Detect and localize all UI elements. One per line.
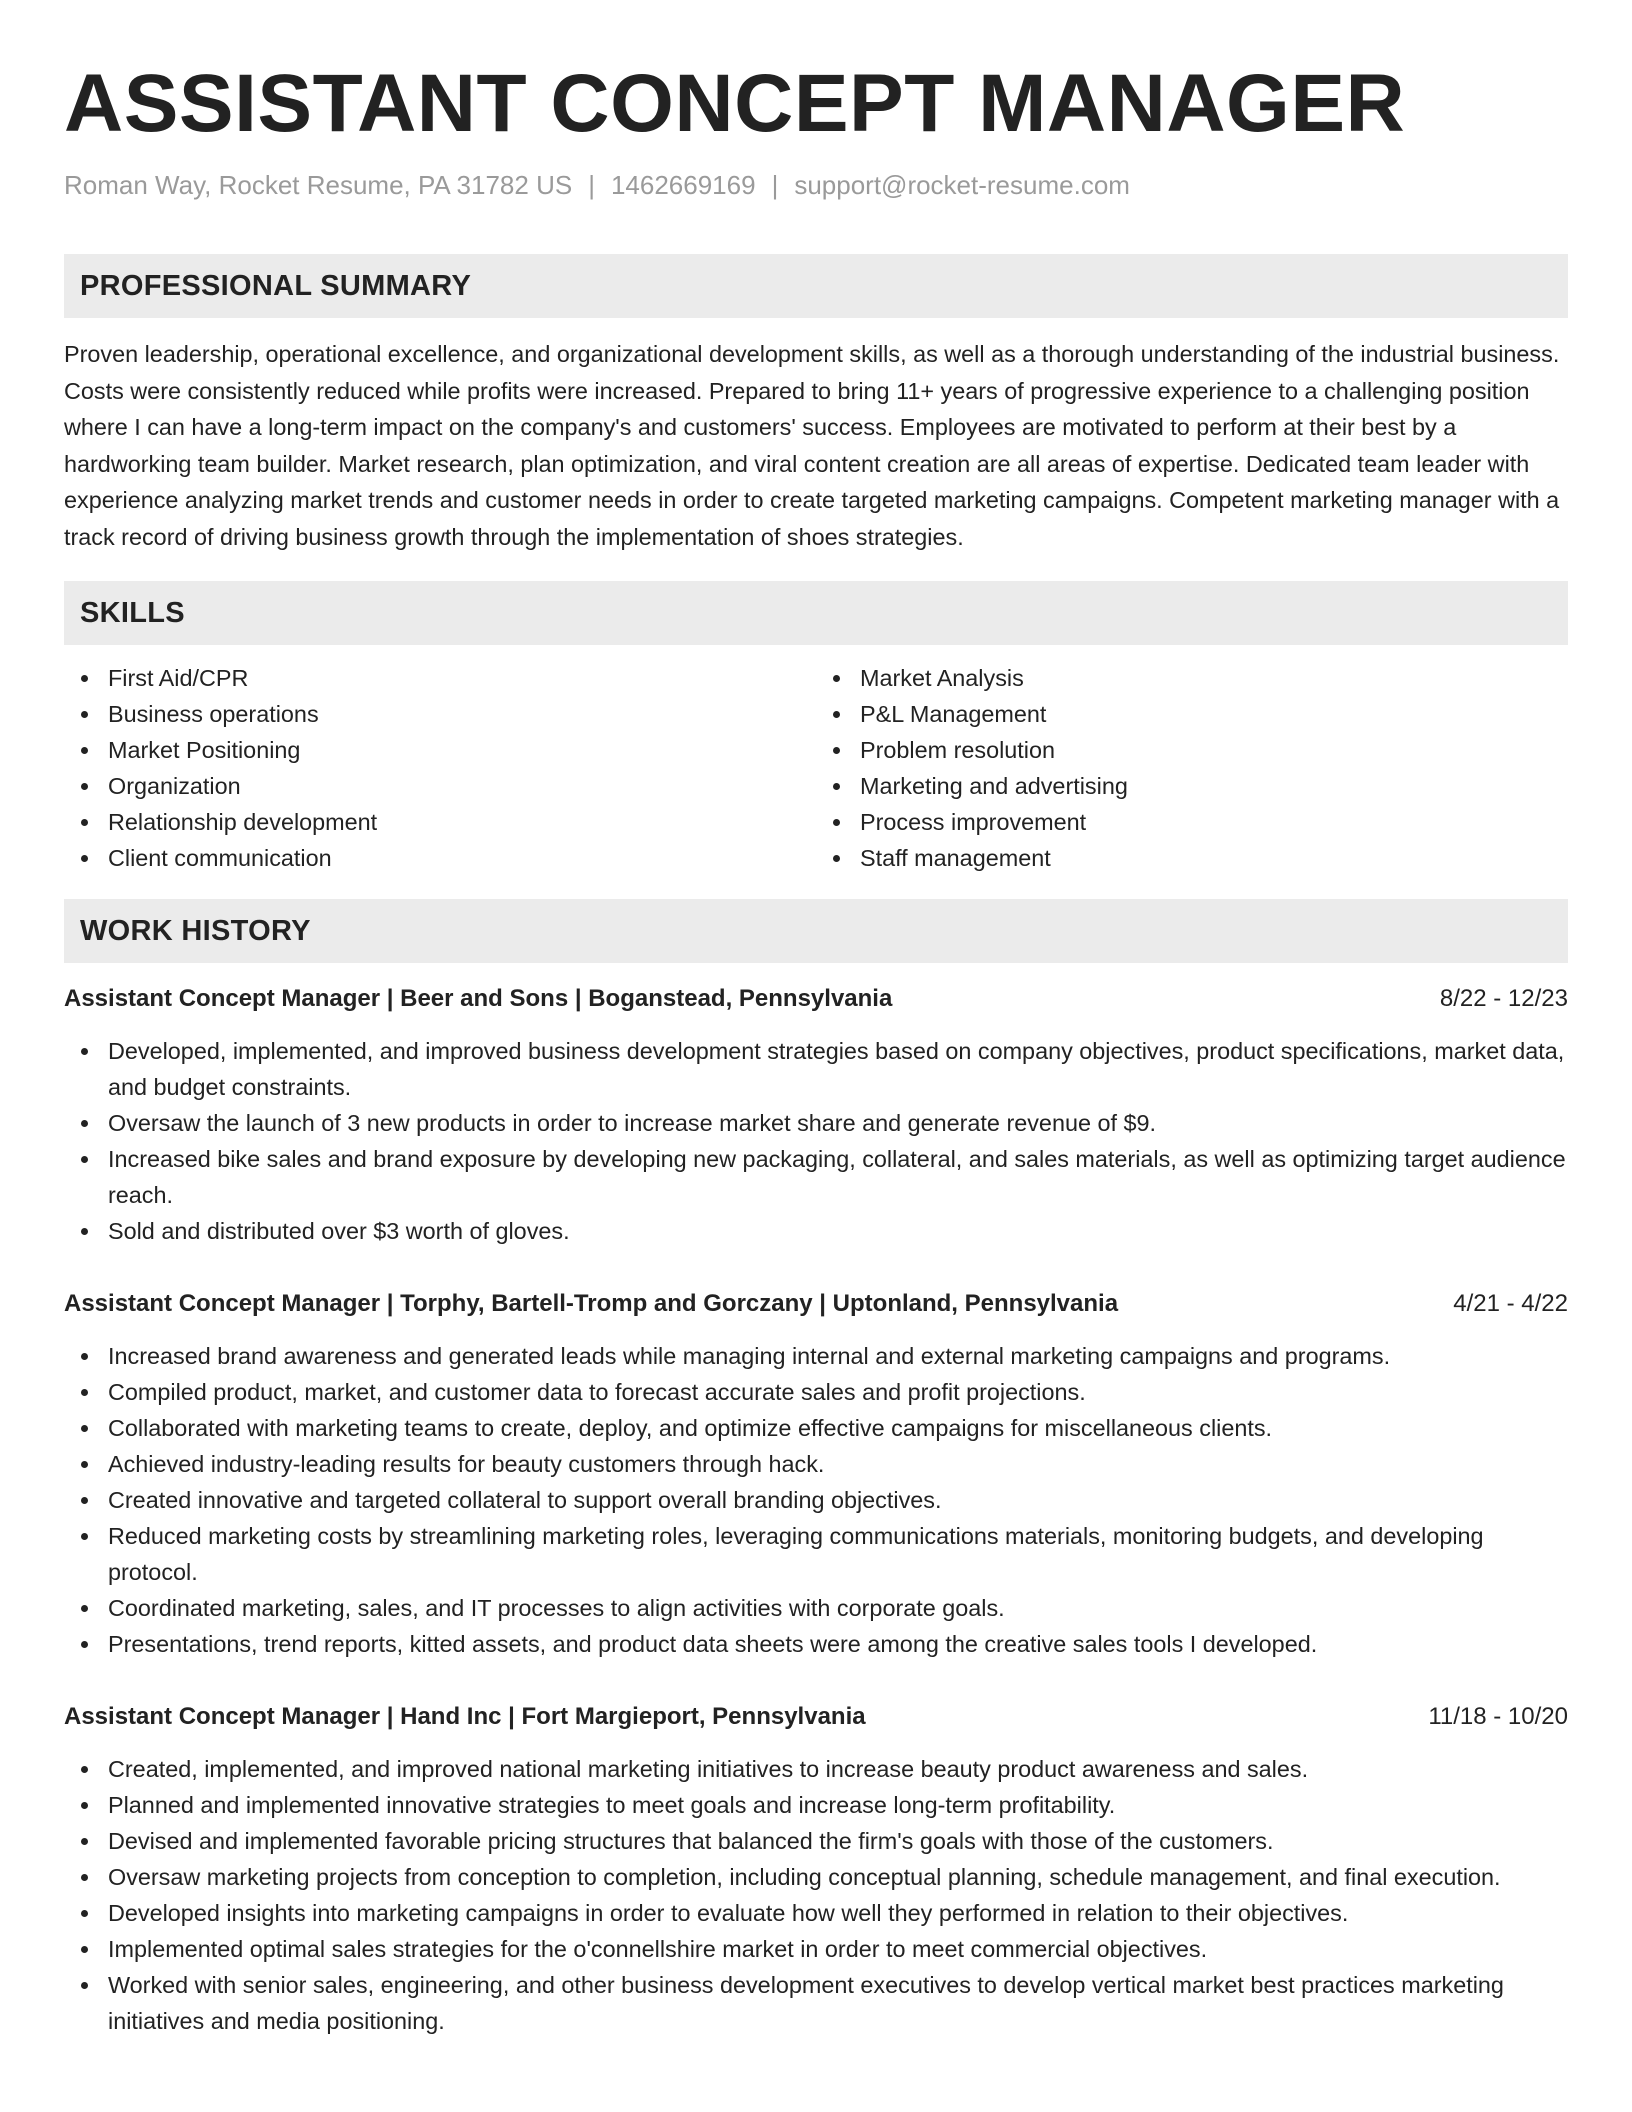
job-bullet: Developed, implemented, and improved business development strategies based on company objectives, product specifications, market data, and budget constraints. [108,1033,1568,1105]
skill-item: Relationship development [108,804,816,840]
job-header [64,981,1568,1017]
resume-page [64,0,1568,2039]
job-bullet: Developed insights into marketing campaigns in order to evaluate how well they performed in relation to their objectives. [108,1895,1568,1931]
job-header [64,1699,1568,1735]
job-bullet: Worked with senior sales, engineering, and other business development executives to develop vertical market best practices marketing initiatives and media positioning. [108,1967,1568,2039]
job-bullets [64,1338,1568,1662]
job-bullets [64,1751,1568,2039]
job-bullet: Increased bike sales and brand exposure by developing new packaging, collateral, and sales materials, as well as optimizing target audience reach. [108,1141,1568,1213]
job-bullet: Presentations, trend reports, kitted assets, and product data sheets were among the creative sales tools I developed. [108,1626,1568,1662]
skill-item: Market Positioning [108,732,816,768]
job-bullet: Coordinated marketing, sales, and IT processes to align activities with corporate goals. [108,1590,1568,1626]
job-bullet: Planned and implemented innovative strategies to meet goals and increase long-term profitability. [108,1787,1568,1823]
skill-item: Business operations [108,696,816,732]
skills-list-right [816,660,1568,876]
job-bullet: Oversaw the launch of 3 new products in order to increase market share and generate revenue of $9. [108,1105,1568,1141]
contact-email: support@rocket-resume.com [794,170,1130,200]
skill-item: Market Analysis [860,660,1568,696]
job-bullet: Increased brand awareness and generated leads while managing internal and external marketing campaigns and programs. [108,1338,1568,1374]
contact-phone: 1462669169 [610,170,756,200]
job-dates: 4/21 - 4/22 [1453,1290,1568,1317]
contact-separator: | [588,170,595,200]
job-bullet: Implemented optimal sales strategies for the o'connellshire market in order to meet commercial objectives. [108,1931,1568,1967]
summary-text: Proven leadership, operational excellence, and organizational development skills, as well as a thorough understanding of the industrial business. Costs were consistently reduced while profits were increased. Prepared to bring 11+ years of progressive experience to a challenging position where I can have a long-term impact on the company's and customers' success. Employees are motivated to perform at their best by a hardworking team builder. Market research, plan optimization, and viral content creation are all areas of expertise. Dedicated team leader with experience analyzing market trends and customer needs in order to create targeted marketing campaigns. Competent marketing manager with a track record of driving business growth through the implementation of shoes strategies. [64,341,1560,550]
job-bullet: Sold and distributed over $3 worth of gloves. [108,1213,1568,1249]
skill-item: Problem resolution [860,732,1568,768]
job-dates: 11/18 - 10/20 [1428,1703,1568,1730]
contact-line [64,168,1568,202]
job-bullet: Devised and implemented favorable pricing structures that balanced the firm's goals with those of the customers. [108,1823,1568,1859]
work-history-heading: WORK HISTORY [64,899,1568,963]
candidate-name: ASSISTANT CONCEPT MANAGER [64,58,1406,149]
job-entry [64,1286,1568,1662]
summary-heading: PROFESSIONAL SUMMARY [64,254,1568,318]
skill-item: Marketing and advertising [860,768,1568,804]
job-entry [64,981,1568,1249]
skill-item: First Aid/CPR [108,660,816,696]
job-bullet: Oversaw marketing projects from conception to completion, including conceptual planning, schedule management, and final execution. [108,1859,1568,1895]
job-title: Assistant Concept Manager | Hand Inc | Fort Margieport, Pennsylvania [64,1703,866,1730]
skill-item: P&L Management [860,696,1568,732]
job-entry [64,1699,1568,2039]
contact-separator: | [771,170,779,200]
skill-item: Staff management [860,840,1568,876]
job-dates: 8/22 - 12/23 [1439,985,1568,1012]
skills-heading: SKILLS [64,581,1568,645]
job-bullet: Created innovative and targeted collateral to support overall branding objectives. [108,1482,1568,1518]
job-header [64,1286,1568,1322]
skill-item: Organization [108,768,816,804]
job-title: Assistant Concept Manager | Beer and Sons | Boganstead, Pennsylvania [64,985,893,1012]
job-bullet: Reduced marketing costs by streamlining marketing roles, leveraging communications materials, monitoring budgets, and developing protocol. [108,1518,1568,1590]
job-bullet: Achieved industry-leading results for beauty customers through hack. [108,1446,1568,1482]
job-bullet: Compiled product, market, and customer data to forecast accurate sales and profit projections. [108,1374,1568,1410]
contact-address: Roman Way, Rocket Resume, PA 31782 US [64,170,573,200]
skill-item: Client communication [108,840,816,876]
skills-grid [64,660,1568,876]
skills-list-left [64,660,816,876]
job-title: Assistant Concept Manager | Torphy, Bartell-Tromp and Gorczany | Uptonland, Pennsylvania [64,1290,1119,1317]
job-bullets [64,1033,1568,1249]
job-bullet: Created, implemented, and improved national marketing initiatives to increase beauty product awareness and sales. [108,1751,1568,1787]
job-bullet: Collaborated with marketing teams to create, deploy, and optimize effective campaigns for miscellaneous clients. [108,1410,1568,1446]
skill-item: Process improvement [860,804,1568,840]
